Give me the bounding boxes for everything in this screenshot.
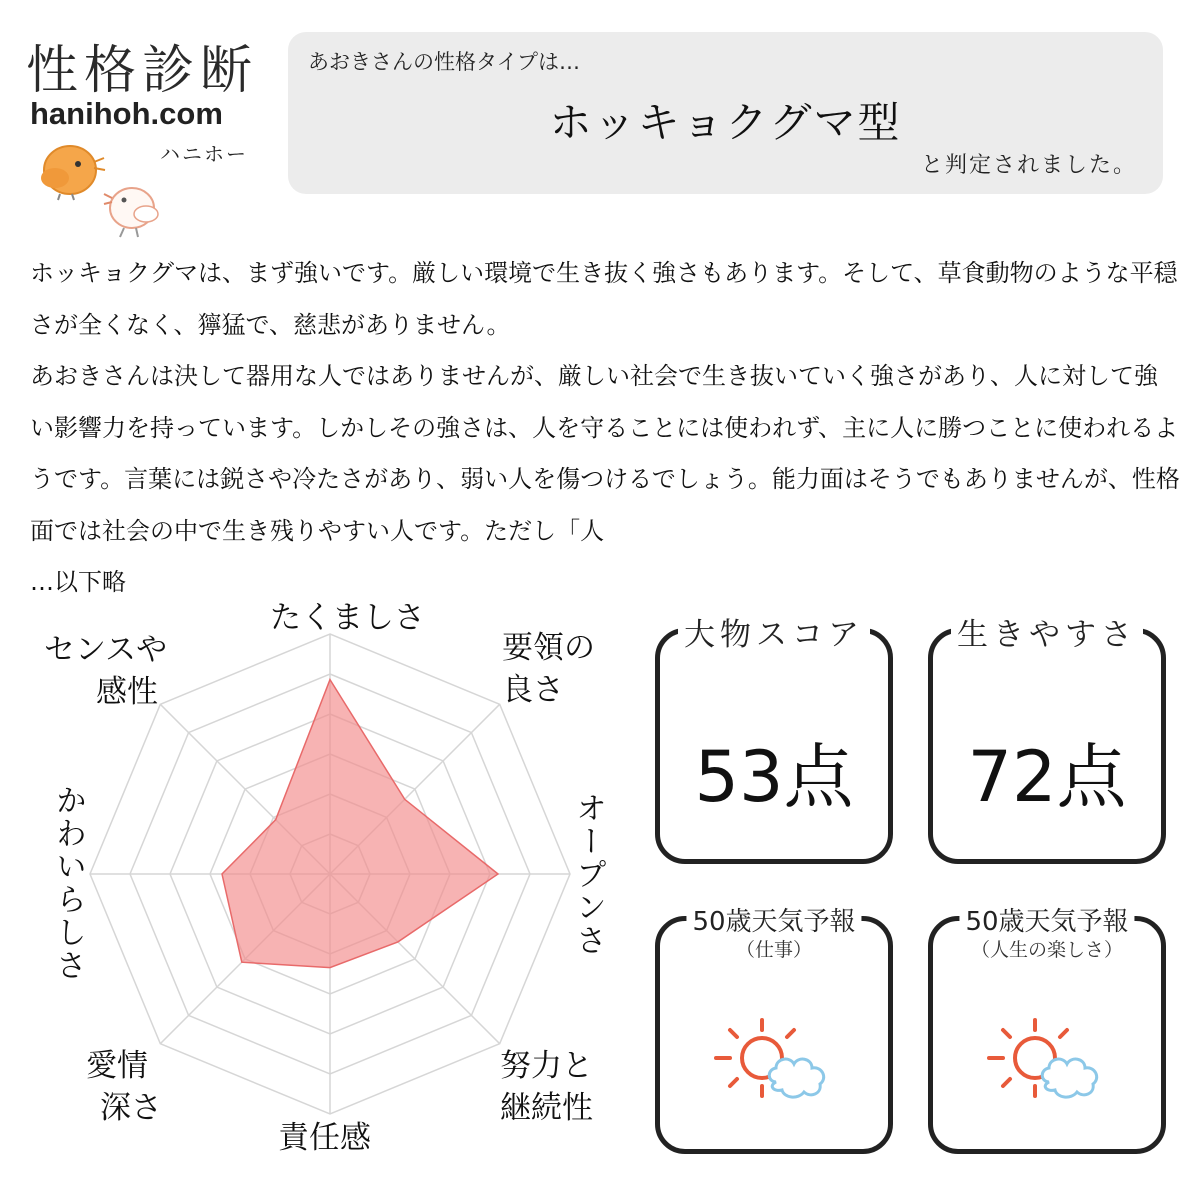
weather-work-title: 50歳天気予報	[686, 901, 861, 938]
radar-label-toughness: たくましさ	[270, 600, 425, 636]
oomono-score-card	[655, 617, 893, 864]
description-paragraph: あおきさんは決して器用な人ではありませんが、厳しい社会で生き抜いていく強さがあり、人に対して強い影響力を持っています。しかしその強さは、人を守ることには使われず、主に人に勝つことに使われるようです。言葉には鋭さや冷たさがあり、弱い人を傷つけるでしょう。能力面はそうでもありませんが、性格面では社会の中で生き残りやすい人です。ただし「人	[30, 362, 1180, 545]
radar-label-sense-line1: センスや	[44, 632, 168, 668]
ikiyasusa-score-title: 生きやすさ	[951, 609, 1143, 654]
ikiyasusa-score-value: 72点	[967, 736, 1127, 818]
logo-kana: ハニホー	[160, 142, 248, 166]
radar-label-affection-line2: 深さ	[100, 1090, 162, 1126]
ikiyasusa-score-card	[928, 617, 1166, 864]
radar-label-savvy-line2: 良さ	[502, 672, 564, 708]
radar-label-savvy-line1: 要領の	[502, 630, 595, 666]
logo-domain[interactable]: hanihoh.com	[30, 96, 223, 131]
sun-behind-cloud-icon	[983, 1016, 1133, 1116]
personality-type-title: ホッキョクグマ型	[549, 98, 902, 147]
weather-work-subtitle: （仕事）	[735, 939, 812, 961]
weather-life-title: 50歳天気予報	[959, 901, 1134, 938]
white-chick-icon	[104, 188, 158, 237]
description-text	[30, 248, 1180, 609]
radar-label-openness: オープンさ	[570, 792, 606, 957]
result-box	[288, 32, 1163, 194]
radar-label-affection-line1: 愛情	[86, 1048, 148, 1084]
result-suffix: と判定されました。	[920, 153, 1137, 178]
oomono-score-title: 大物スコア	[678, 609, 870, 654]
description-truncation: …以下略	[30, 568, 126, 596]
weather-life-subtitle: （人生の楽しさ）	[970, 939, 1123, 961]
radar-score-shape	[222, 680, 498, 968]
radar-label-effort-line2: 継続性	[500, 1090, 593, 1126]
oomono-score-value: 53点	[694, 736, 854, 818]
chick-mascot-icon	[20, 140, 170, 240]
description-paragraph: ホッキョクグマは、まず強いです。厳しい環境で生き抜く強さもあります。そして、草食動物のような平穏さが全くなく、獰猛で、慈悲がありません。	[30, 259, 1178, 339]
radar-label-cuteness: かわいらしさ	[50, 784, 86, 982]
radar-label-effort-line1: 努力と	[500, 1048, 593, 1084]
radar-label-sense-line2: 感性	[96, 674, 158, 710]
sun-behind-cloud-icon	[710, 1016, 860, 1116]
weather-work-card	[655, 907, 893, 1154]
radar-label-responsibility: 責任感	[278, 1120, 371, 1156]
result-intro: あおきさんの性格タイプは…	[308, 50, 580, 74]
weather-life-card	[928, 907, 1166, 1154]
logo-title: 性格診断	[26, 41, 259, 101]
orange-chick-icon	[41, 146, 105, 200]
